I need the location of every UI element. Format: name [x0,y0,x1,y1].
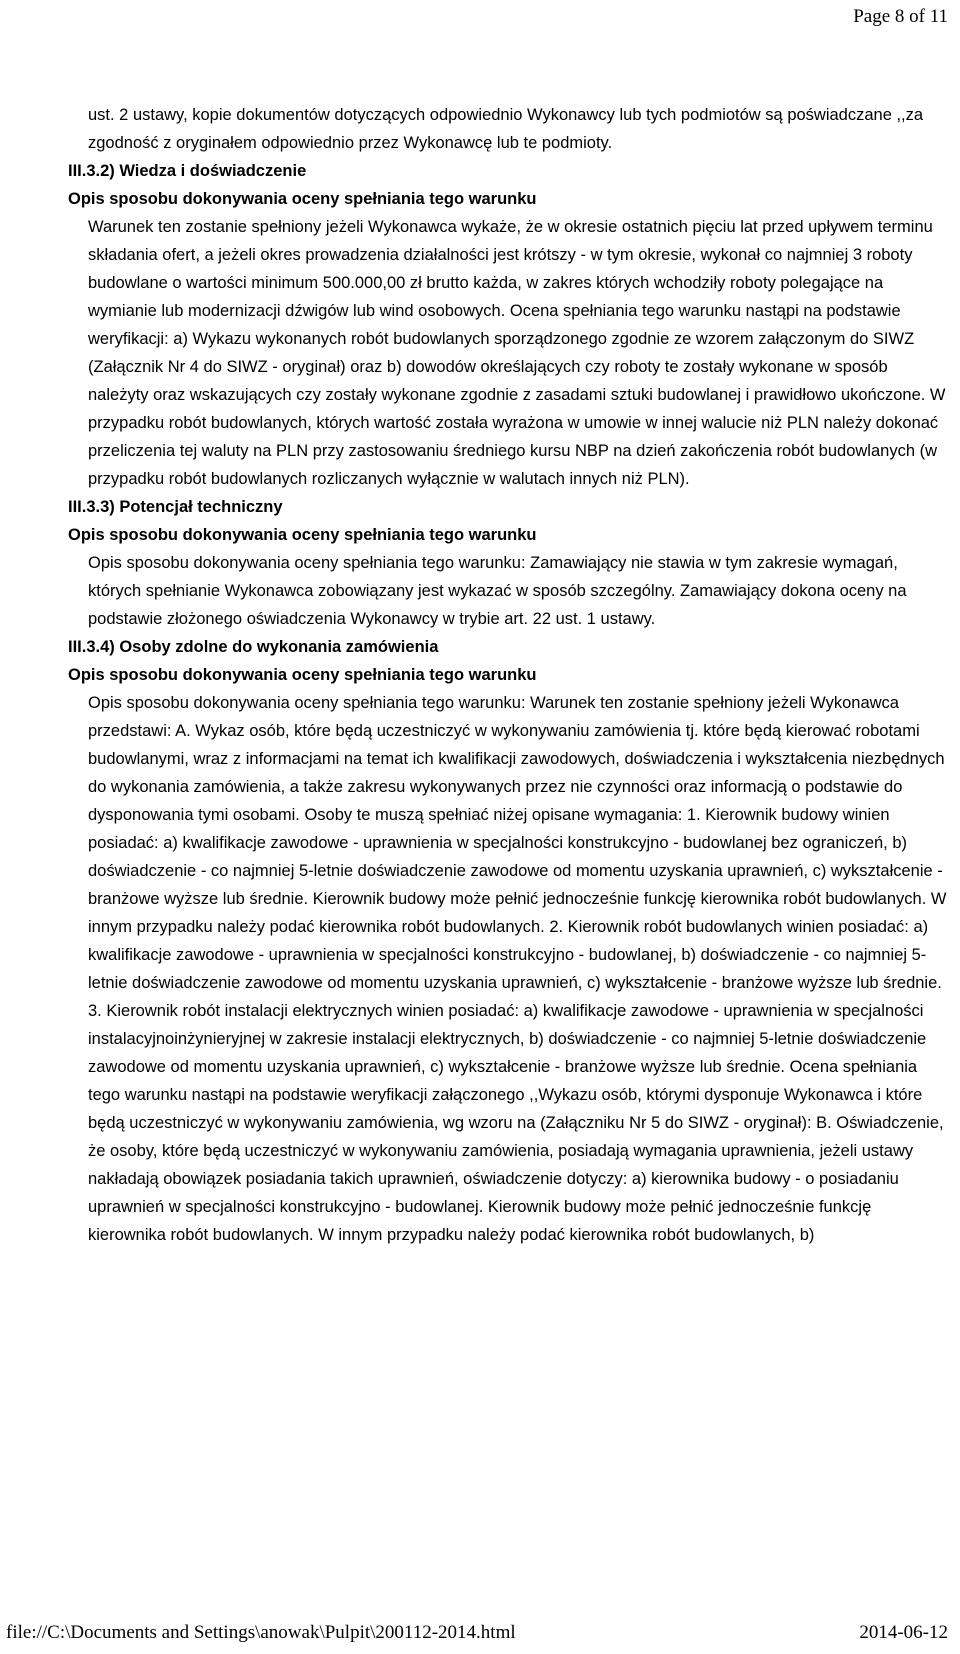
document-content [68,101,948,1249]
section-heading-osoby: III.3.4) Osoby zdolne do wykonania zamówienia [68,638,439,656]
section-body-wiedza: Warunek ten zostanie spełniony jeżeli Wykonawca wykaże, że w okresie ostatnich pięciu lat przed upływem terminu składania ofert, a jeżeli okres prowadzenia działalności jest krótszy - w tym okresie, wykonał co najmniej 3 roboty budowlane o wartości minimum 500.000,00 zł brutto każda, w zakres których wchodziły roboty polegające na wymianie lub modernizacji dźwigów lub wind osobowych. Ocena spełniania tego warunku nastąpi na podstawie weryfikacji: a) Wykazu wykonanych robót budowlanych sporządzonego zgodnie ze wzorem załączonym do SIWZ (Załącznik Nr 4 do SIWZ - oryginał) oraz b) dowodów określających czy roboty te zostały wykonane w sposób należyty oraz wskazujących czy zostały wykonane zgodnie z zasadami sztuki budowlanej i prawidłowo ukończone. W przypadku robót budowlanych, których wartość została wyrażona w umowie w innej walucie niż PLN należy dokonać przeliczenia tej waluty na PLN przy zastosowaniu średniego kursu NBP na dzień zakończenia robót budowlanych (w przypadku robót budowlanych rozliczanych wyłącznie w walutach innych niż PLN). [88,218,946,488]
section-heading-wiedza: III.3.2) Wiedza i doświadczenie [68,162,307,180]
intro-paragraph: ust. 2 ustawy, kopie dokumentów dotyczących odpowiednio Wykonawcy lub tych podmiotów są poświadczane ,,za zgodność z oryginałem odpowiednio przez Wykonawcę lub te podmioty. [88,106,924,152]
footer-date: 2014-06-12 [859,1622,948,1643]
page-number: Page 8 of 11 [853,6,948,27]
section-label-potencjal: Opis sposobu dokonywania oceny spełniania tego warunku [68,526,537,544]
section-heading-potencjal: III.3.3) Potencjał techniczny [68,498,283,516]
section-label-osoby: Opis sposobu dokonywania oceny spełniania tego warunku [68,666,537,684]
section-body-potencjal: Opis sposobu dokonywania oceny spełniania tego warunku: Zamawiający nie stawia w tym zakresie wymagań, których spełnianie Wykonawca zobowiązany jest wykazać w sposób szczególny. Zamawiający dokona oceny na podstawie złożonego oświadczenia Wykonawcy w trybie art. 22 ust. 1 ustawy. [88,554,907,628]
section-label-wiedza: Opis sposobu dokonywania oceny spełniania tego warunku [68,190,537,208]
footer-file-path: file://C:\Documents and Settings\anowak\Pulpit\200112-2014.html [6,1622,516,1643]
section-body-osoby: Opis sposobu dokonywania oceny spełniania tego warunku: Warunek ten zostanie spełniony jeżeli Wykonawca przedstawi: A. Wykaz osób, które będą uczestniczyć w wykonywaniu zamówienia tj. które będą kierować robotami budowlanymi, wraz z informacjami na temat ich kwalifikacji zawodowych, doświadczenia i wykształcenia niezbędnych do wykonania zamówienia, a także zakresu wykonywanych przez nie czynności oraz informacją o podstawie do dysponowania tymi osobami. Osoby te muszą spełniać niżej opisane wymagania: 1. Kierownik budowy winien posiadać: a) kwalifikacje zawodowe - uprawnienia w specjalności konstrukcyjno - budowlanej bez ograniczeń, b) doświadczenie - co najmniej 5-letnie doświadczenie zawodowe od momentu uzyskania uprawnień, c) wykształcenie - branżowe wyższe lub średnie. Kierownik budowy może pełnić jednocześnie funkcję kierownika robót budowlanych. W innym przypadku należy podać kierownika robót budowlanych. 2. Kierownik robót budowlanych winien posiadać: a) kwalifikacje zawodowe - uprawnienia w specjalności konstrukcyjno - budowlanej, b) doświadczenie - co najmniej 5-letnie doświadczenie zawodowe od momentu uzyskania uprawnień, c) wykształcenie - branżowe wyższe lub średnie. 3. Kierownik robót instalacji elektrycznych winien posiadać: a) kwalifikacje zawodowe - uprawnienia w specjalności instalacyjnoinżynieryjnej w zakresie instalacji elektrycznych, b) doświadczenie - co najmniej 5-letnie doświadczenie zawodowe od momentu uzyskania uprawnień, c) wykształcenie - branżowe wyższe lub średnie. Ocena spełniania tego warunku nastąpi na podstawie weryfikacji załączonego ,,Wykazu osób, którymi dysponuje Wykonawca i które będą uczestniczyć w wykonywaniu zamówienia, wg wzoru na (Załączniku Nr 5 do SIWZ - oryginał): B. Oświadczenie, że osoby, które będą uczestniczyć w wykonywaniu zamówienia, posiadają wymagania uprawnienia, jeżeli ustawy nakładają obowiązek posiadania takich uprawnień, oświadczenie dotyczy: a) kierownika budowy - o posiadaniu uprawnień w specjalności konstrukcyjno - budowlanej. Kierownik budowy może pełnić jednocześnie funkcję kierownika robót budowlanych. W innym przypadku należy podać kierownika robót budowlanych, b) [88,694,947,1244]
